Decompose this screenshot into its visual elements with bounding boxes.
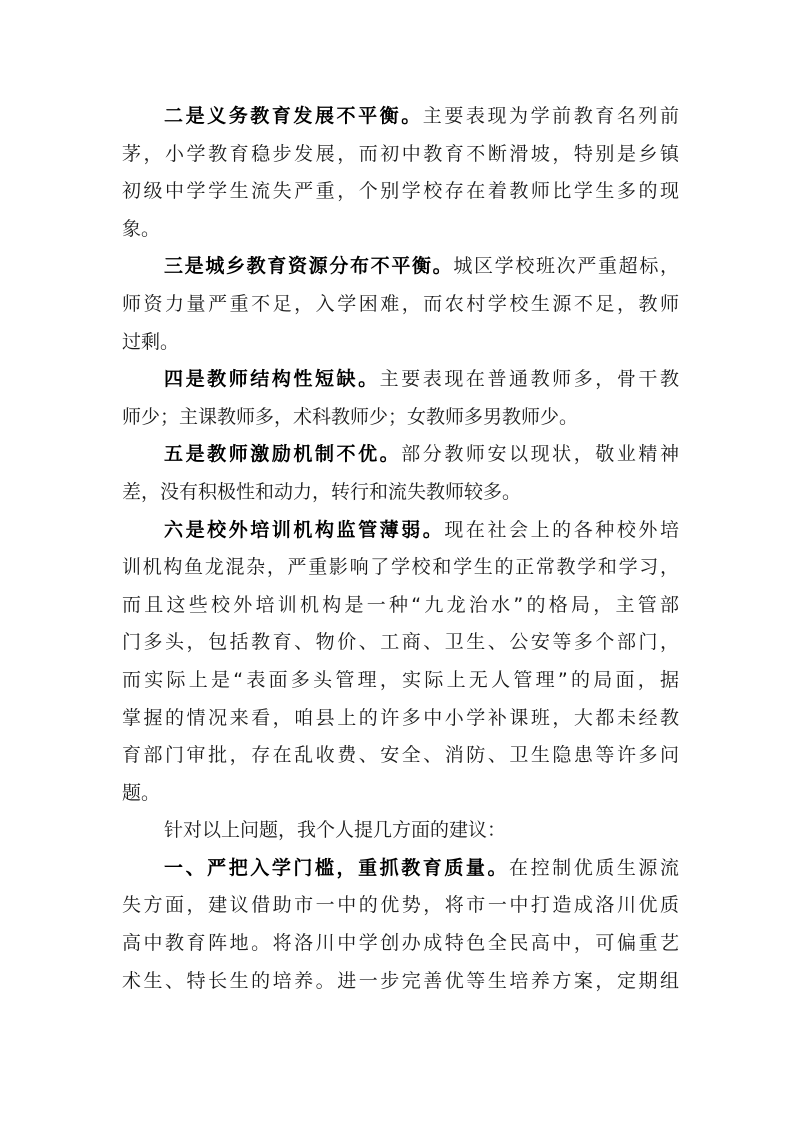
body-text: 过剩。 — [122, 330, 180, 353]
body-text: 部分教师安以现状，敬业精神 — [401, 443, 679, 466]
text-line — [122, 775, 679, 813]
paragraph-heading: 四是教师结构性短缺。 — [164, 368, 380, 391]
paragraph — [122, 361, 679, 436]
paragraph — [122, 98, 679, 248]
paragraph — [122, 436, 679, 511]
text-line — [122, 887, 679, 925]
body-text: 失方面，建议借助市一中的优势，将市一中打造成洛川优质 — [122, 894, 679, 917]
text-line — [122, 173, 679, 211]
paragraph — [122, 850, 679, 1000]
body-text: 主要表现在普通教师多，骨干教 — [379, 368, 679, 391]
text-line — [122, 587, 679, 625]
body-text: 掌握的情况来看，咱县上的许多中小学补课班，大都未经教 — [122, 706, 679, 729]
body-text: 师少；主课教师多，术科教师少；女教师多男教师少。 — [122, 405, 579, 428]
body-text: 针对以上问题，我个人提几方面的建议： — [164, 819, 507, 842]
body-text: 术生、特长生的培养。进一步完善优等生培养方案，定期组 — [122, 969, 679, 992]
text-line — [122, 700, 679, 738]
paragraph-heading: 三是城乡教育资源分布不平衡。 — [164, 255, 454, 278]
text-line — [122, 324, 679, 362]
text-line — [122, 436, 679, 474]
body-text: 城区学校班次严重超标， — [453, 255, 679, 278]
text-line — [122, 925, 679, 963]
body-text: 差，没有积极性和动力，转行和流失教师较多。 — [122, 480, 522, 503]
text-line — [122, 662, 679, 700]
paragraph — [122, 512, 679, 813]
body-text: 题。 — [122, 781, 161, 804]
body-text: 在控制优质生源流 — [509, 856, 679, 879]
text-line — [122, 286, 679, 324]
text-line — [122, 850, 679, 888]
body-text: 门多头，包括教育、物价、工商、卫生、公安等多个部门， — [122, 631, 679, 654]
body-text: 象。 — [122, 217, 161, 240]
paragraph — [122, 248, 679, 361]
text-line — [122, 549, 679, 587]
text-line — [122, 136, 679, 174]
paragraph-heading: 五是教师激励机制不优。 — [164, 443, 402, 466]
body-text: 而且这些校外培训机构是一种“九龙治水”的格局，主管部 — [122, 593, 679, 616]
paragraph — [122, 812, 679, 850]
body-text: 主要表现为学前教育名列前 — [422, 105, 679, 127]
body-text: 现在社会上的各种校外培 — [444, 518, 679, 541]
text-line — [122, 474, 679, 512]
body-text: 初级中学学生流失严重，个别学校存在着教师比学生多的现 — [122, 180, 679, 203]
text-line — [122, 361, 679, 399]
paragraph-heading: 一、严把入学门槛，重抓教育质量。 — [164, 856, 510, 879]
paragraph-heading: 二是义务教育发展不平衡。 — [164, 105, 423, 127]
body-text: 茅，小学教育稳步发展，而初中教育不断滑坡，特别是乡镇 — [122, 142, 679, 165]
text-line — [122, 512, 679, 550]
text-line — [122, 399, 679, 437]
document-page — [122, 98, 679, 1000]
paragraph-heading: 六是校外培训机构监管薄弱。 — [164, 518, 445, 541]
body-text: 师资力量严重不足，入学困难，而农村学校生源不足，教师 — [122, 292, 679, 315]
text-line — [122, 737, 679, 775]
body-text: 高中教育阵地。将洛川中学创办成特色全民高中，可偏重艺 — [122, 932, 679, 955]
text-line — [122, 624, 679, 662]
text-line — [122, 248, 679, 286]
text-line — [122, 812, 679, 850]
body-text: 育部门审批，存在乱收费、安全、消防、卫生隐患等许多问 — [122, 744, 679, 767]
text-line — [122, 963, 679, 1001]
text-line — [122, 98, 679, 136]
body-text: 训机构鱼龙混杂，严重影响了学校和学生的正常教学和学习， — [122, 556, 679, 579]
body-text: 而实际上是“表面多头管理，实际上无人管理”的局面，据 — [122, 668, 679, 691]
text-line — [122, 211, 679, 249]
